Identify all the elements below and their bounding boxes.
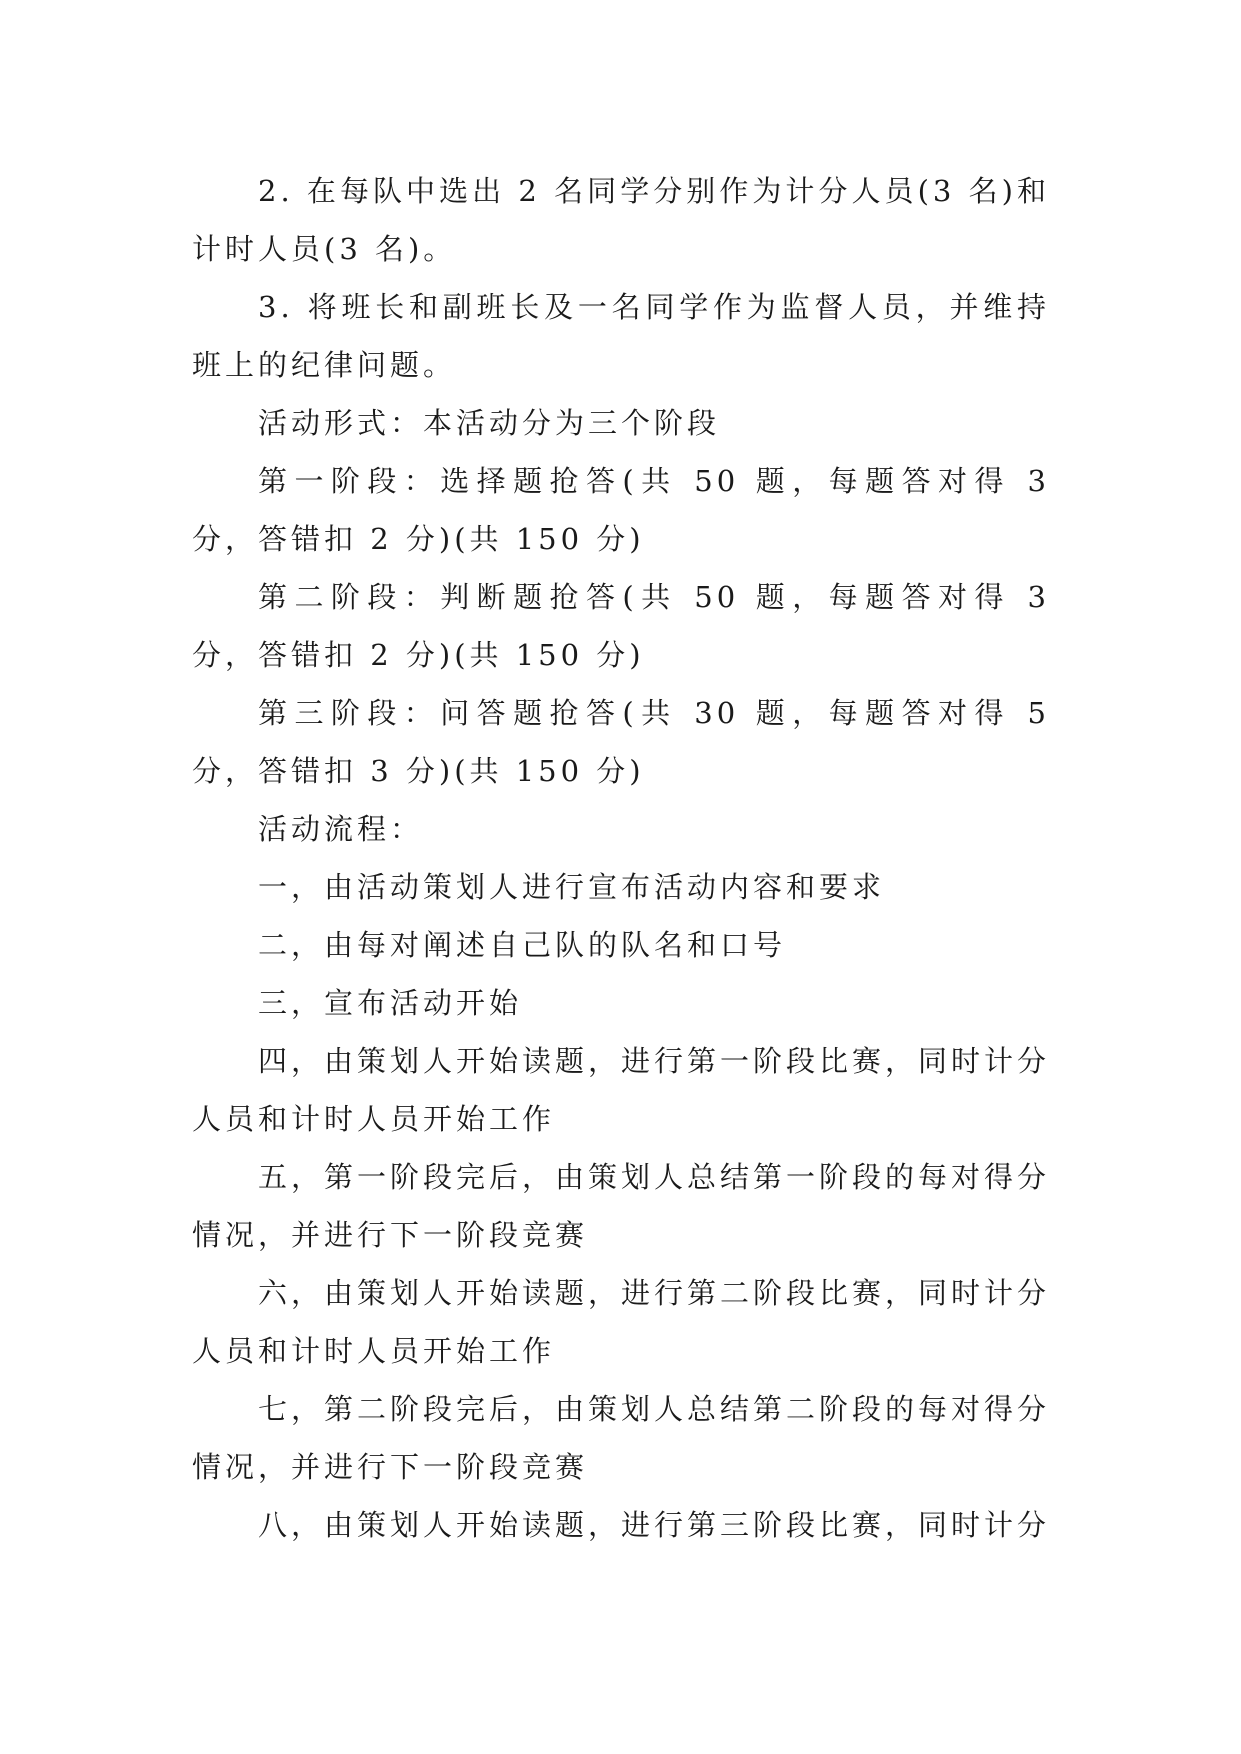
paragraph-stage-one: 第一阶段：选择题抢答(共 50 题，每题答对得 3 分，答错扣 2 分)(共 150 分) xyxy=(192,464,1050,556)
paragraph-activity-flow-heading: 活动流程： xyxy=(258,812,424,846)
paragraph-step-eight: 八，由策划人开始读题，进行第三阶段比赛，同时计分 xyxy=(258,1508,1051,1542)
document-body xyxy=(192,162,1050,1554)
paragraph-step-one: 一，由活动策划人进行宣布活动内容和要求 xyxy=(258,870,886,904)
paragraph-stage-two: 第二阶段：判断题抢答(共 50 题，每题答对得 3 分，答错扣 2 分)(共 150 分) xyxy=(192,580,1050,672)
paragraph-step-seven: 七，第二阶段完后，由策划人总结第二阶段的每对得分情况，并进行下一阶段竞赛 xyxy=(192,1392,1051,1484)
paragraph-step-six: 六，由策划人开始读题，进行第二阶段比赛，同时计分人员和计时人员开始工作 xyxy=(192,1276,1051,1368)
paragraph-step-three: 三，宣布活动开始 xyxy=(258,986,523,1020)
paragraph-supervisors: 3. 将班长和副班长及一名同学作为监督人员，并维持班上的纪律问题。 xyxy=(192,290,1050,382)
paragraph-scorers-timers: 2. 在每队中选出 2 名同学分别作为计分人员(3 名)和计时人员(3 名)。 xyxy=(192,174,1050,266)
paragraph-step-two: 二，由每对阐述自己队的队名和口号 xyxy=(258,928,787,962)
paragraph-step-five: 五，第一阶段完后，由策划人总结第一阶段的每对得分情况，并进行下一阶段竞赛 xyxy=(192,1160,1051,1252)
paragraph-stage-three: 第三阶段：问答题抢答(共 30 题，每题答对得 5 分，答错扣 3 分)(共 150 分) xyxy=(192,696,1050,788)
paragraph-activity-format: 活动形式：本活动分为三个阶段 xyxy=(258,406,721,440)
paragraph-step-four: 四，由策划人开始读题，进行第一阶段比赛，同时计分人员和计时人员开始工作 xyxy=(192,1044,1051,1136)
